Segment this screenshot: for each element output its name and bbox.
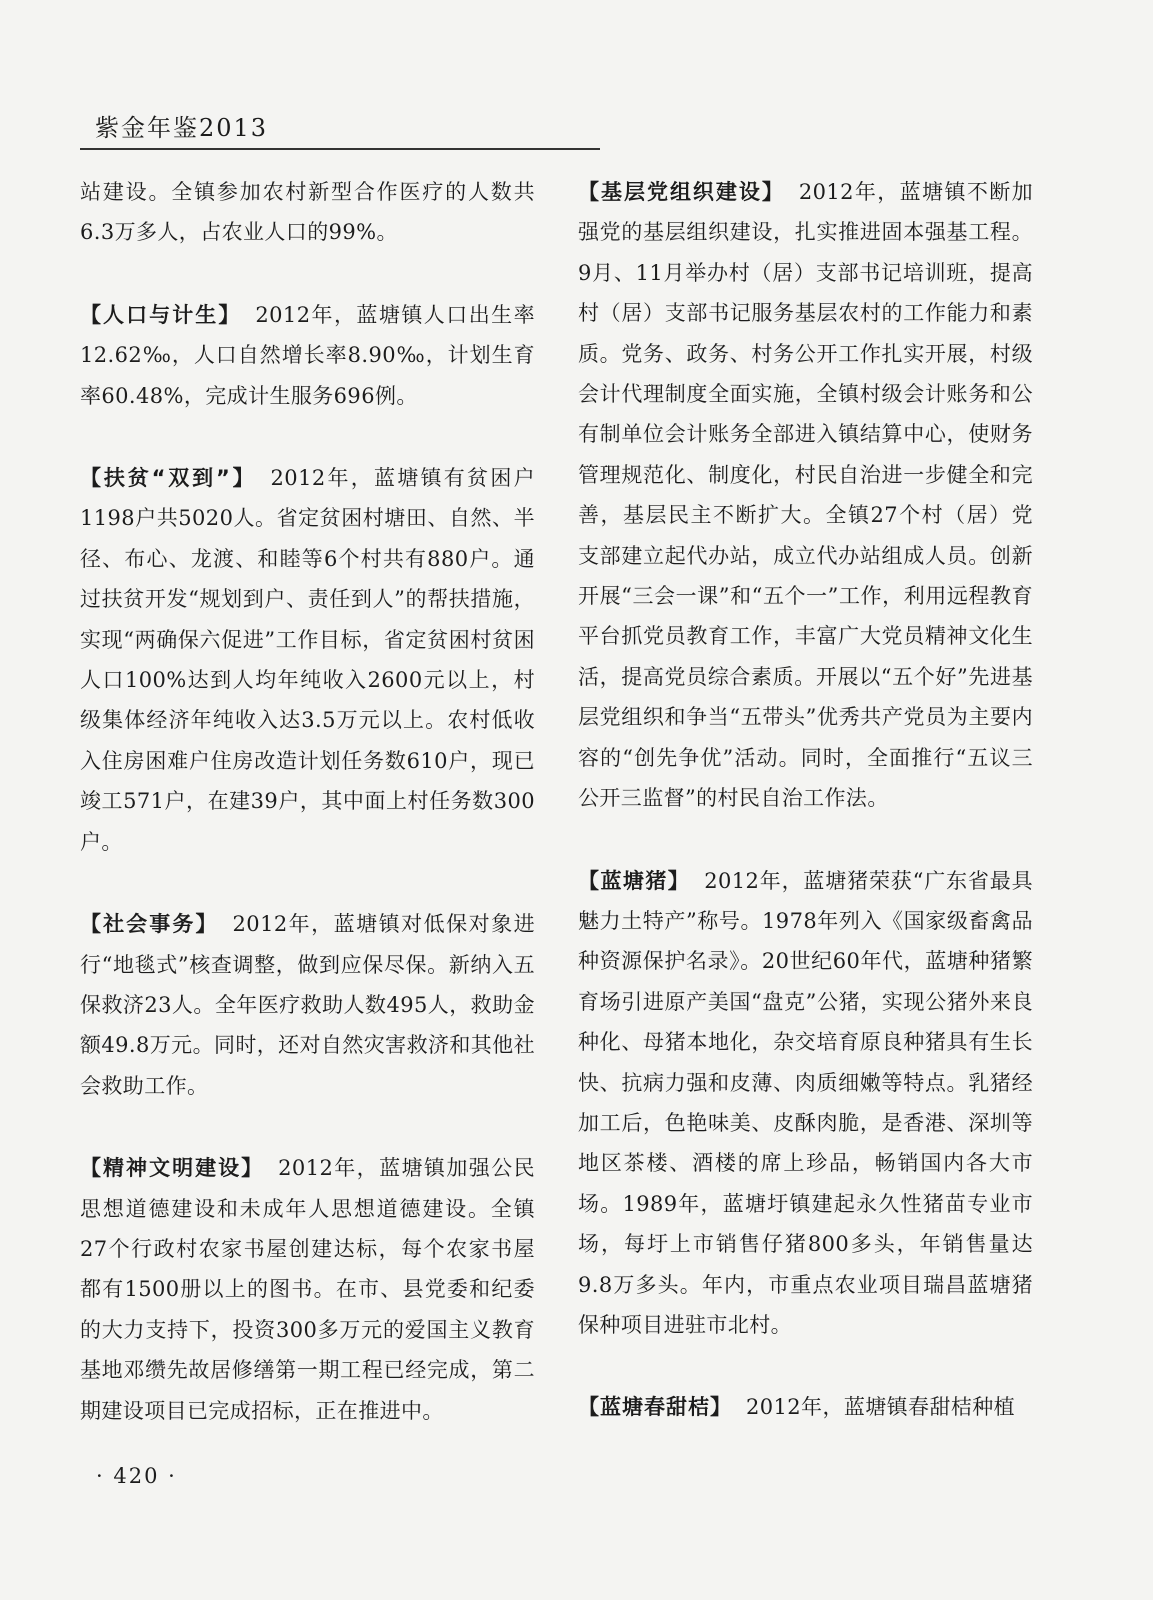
section-population [80,295,535,416]
section-heading: 【扶贫“双到”】 [80,466,257,491]
running-header: 紫金年鉴2013 [95,114,269,142]
section-lantang-orange [578,1387,1033,1427]
header-rule [80,148,600,150]
left-column [80,172,535,1431]
section-lantang-pig [578,861,1033,1346]
right-column [578,172,1033,1428]
section-text: 2012年，蓝塘镇对低保对象进行“地毯式”核查调整，做到应保尽保。新纳入五保救济23人。全年医疗救助人数495人，救助金额49.8万元。同时，还对自然灾害救济和其他社会救助工作。 [80,912,535,1098]
section-heading: 【精神文明建设】 [80,1156,265,1181]
section-spiritual-civilization [80,1148,535,1431]
section-text: 2012年，蓝塘镇春甜桔种植 [746,1395,1016,1420]
section-text: 2012年，蓝塘镇人口出生率12.62‰，人口自然增长率8.90‰，计划生育率60.48%，完成计生服务696例。 [80,302,536,408]
section-text: 2012年，蓝塘猪荣获“广东省最具魅力土特产”称号。1978年列入《国家级畜禽品种资源保护名录》。20世纪60年代，蓝塘种猪繁育场引进原产美国“盘克”公猪，实现公猪外来良种化、母猪本地化，杂交培育原良种猪具有生长快、抗病力强和皮薄、肉质细嫩等特点。乳猪经加工后，色艳味美、皮酥肉脆，是香港、深圳等地区茶楼、酒楼的席上珍品，畅销国内各大市场。1989年，蓝塘圩镇建起永久性猪苗专业市场，每圩上市销售仔猪800多头，年销售量达9.8万多头。年内，市重点农业项目瑞昌蓝塘猪保种项目进驻市北村。 [578,868,1034,1337]
section-heading: 【社会事务】 [80,912,219,937]
section-heading: 【人口与计生】 [80,302,242,327]
section-poverty-alleviation [80,458,535,862]
section-party-organization [578,172,1033,819]
section-text: 2012年，蓝塘镇有贫困户1198户共5020人。省定贫困村塘田、自然、半径、布心、龙渡、和睦等6个村共有880户。通过扶贫开发“规划到户、责任到人”的帮扶措施，实现“两确保六促进”工作目标，省定贫困村贫困人口100%达到人均年纯收入2600元以上，村级集体经济年纯收入达3.5万元以上。农村低收入住房困难户住房改造计划任务数610户，现已竣工571户，在建39户，其中面上村任务数300户。 [80,466,535,854]
section-heading: 【蓝塘猪】 [578,868,691,893]
section-social-affairs [80,904,535,1106]
section-heading: 【蓝塘春甜桔】 [578,1395,732,1420]
section-heading: 【基层党组织建设】 [578,180,785,204]
section-text: 2012年，蓝塘镇不断加强党的基层组织建设，扎实推进固本强基工程。9月、11月举办村（居）支部书记培训班，提高村（居）支部书记服务基层农村的工作能力和素质。党务、政务、村务公开工作扎实开展，村级会计代理制度全面实施，全镇村级会计账务和公有制单位会计账务全部进入镇结算中心，使财务管理规范化、制度化，村民自治进一步健全和完善，基层民主不断扩大。全镇27个村（居）党支部建立起代办站，成立代办站组成人员。创新开展“三会一课”和“五个一”工作，利用远程教育平台抓党员教育工作，丰富广大党员精神文化生活，提高党员综合素质。开展以“五个好”先进基层党组织和争当“五带头”优秀共产党员为主要内容的“创先争优”活动。同时，全面推行“五议三公开三监督”的村民自治工作法。 [578,180,1033,811]
page-number: · 420 · [96,1464,177,1488]
section-text: 2012年，蓝塘镇加强公民思想道德建设和未成年人思想道德建设。全镇27个行政村农家书屋创建达标，每个农家书屋都有1500册以上的图书。在市、县党委和纪委的大力支持下，投资300多万元的爱国主义教育基地邓缵先故居修缮第一期工程已经完成，第二期建设项目已完成招标，正在推进中。 [80,1156,535,1423]
continued-paragraph: 站建设。全镇参加农村新型合作医疗的人数共6.3万多人，占农业人口的99%。 [80,180,535,245]
